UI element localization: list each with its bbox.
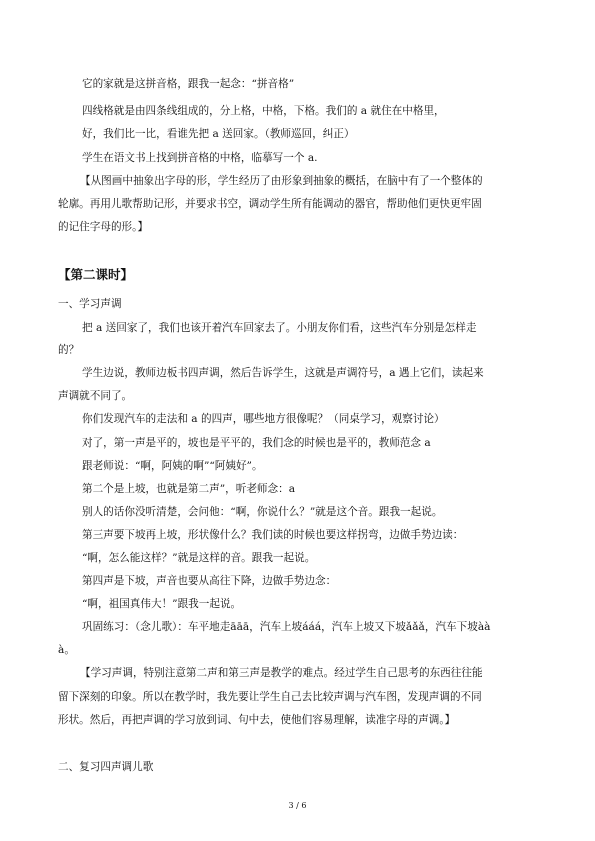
text-line: 形状。然后，再把声调的学习放到词、句中去，使他们容易理解，读准字母的声调。】 [58,714,456,726]
text-line: 四线格就是由四条线组成的，分上格，中格，下格。我们的 a 就住在中格里， [82,105,445,117]
subsection-title: 一、学习声调 [58,298,122,310]
text-line: 别人的话你没听清楚，会问他：“啊，你说什么？”就是这个音。跟我一起说。 [82,506,443,518]
section-title: 【第二课时】 [58,267,134,282]
text-line: 第三声要下坡再上坡，形状像什么？我们读的时候也要这样拐弯，边做手势边读： [82,529,464,541]
text-line: 轮廓。再用儿歌帮助记形，并要求书空，调动学生所有能调动的器官，帮助他们更快更牢固 [58,198,482,210]
text-line: 对了，第一声是平的，坡也是平平的，我们念的时候也是平的，教师范念 a [82,437,431,449]
text-line: 的？ [58,344,80,356]
text-line: 的记住字母的形。】 [58,221,149,233]
text-line: 学生边说，教师边板书四声调，然后告诉学生，这就是声调符号，a 遇上它们，读起来 [82,367,484,379]
text-line: 它的家就是这拼音格，跟我一起念：“拼音格” [82,78,295,90]
text-line: 巩固练习：（念儿歌）：车平地走āāā，汽车上坡ááá，汽车上坡又下坡ǎǎǎ，汽车下坡àà [82,621,491,633]
text-line: 【从图画中抽象出字母的形，学生经历了由形象到抽象的概括，在脑中有了一个整体的 [80,175,483,187]
text-line: 第二个是上坡，也就是第二声”，听老师念：a [82,483,296,495]
text-line: “啊，祖国真伟大！”跟我一起说。 [82,598,242,610]
text-line: “啊，怎么能这样？”就是这样的音。跟我一起说。 [82,552,316,564]
text-line: 把 a 送回家了，我们也该开着汽车回家去了。小朋友你们看，这些汽车分别是怎样走 [82,322,477,334]
text-line: 你们发现汽车的走法和 a 的四声，哪些地方很像呢？（同桌学习，观察讨论） [82,413,445,425]
text-line: 留下深刻的印象。所以在教学时，我先要让学生自己去比较声调与汽车图，发现声调的不同 [58,691,482,703]
text-line: 第四声是下坡，声音也要从高往下降，边做手势边念： [82,575,337,587]
subsection-title: 二、复习四声调儿歌 [58,761,154,773]
text-line: 学生在语文书上找到拼音格的中格，临摹写一个 a. [82,152,318,164]
text-line: 好，我们比一比，看谁先把 a 送回家。（教师巡回，纠正） [82,128,355,140]
text-line: 声调就不同了。 [58,390,133,402]
text-line: à。 [58,644,75,656]
text-line: 【学习声调，特别注意第二声和第三声是教学的难点。经过学生自己思考的东西往往能 [80,667,483,679]
page-number: 3 / 6 [288,801,307,810]
text-line: 跟老师说：“啊，阿姨的啊”“阿姨好”。 [82,460,263,472]
